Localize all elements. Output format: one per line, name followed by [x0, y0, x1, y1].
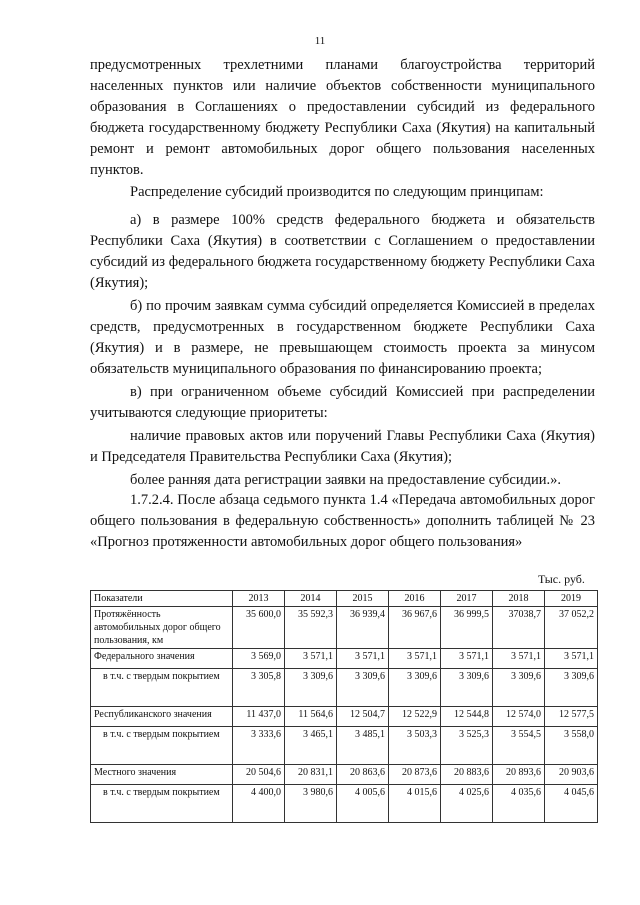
row-label: в т.ч. с твердым покрытием	[91, 785, 233, 823]
column-header: 2013	[233, 591, 285, 607]
paragraph-priority-1: наличие правовых актов или поручений Главы Республики Саха (Якутия) и Председателя Правительства Республики Саха (Якутия);	[90, 428, 595, 465]
table-cell: 35 600,0	[233, 607, 285, 649]
table-cell: 3 569,0	[233, 649, 285, 669]
paragraph-item-b: б) по прочим заявкам сумма субсидий определяется Комиссией в пределах средств, предусмотренных в государственном бюджете Республики Саха (Якутия) и в размере, не превышающем стоимость проекта за минусом обязательств муниципального образования по финансированию проекта;	[90, 298, 595, 377]
table-row	[91, 765, 598, 785]
road-length-table	[90, 590, 598, 823]
table-cell: 3 309,6	[545, 669, 598, 707]
table-cell: 3 558,0	[545, 727, 598, 765]
table-cell: 3 571,1	[285, 649, 337, 669]
table-cell: 20 863,6	[337, 765, 389, 785]
table-cell: 3 309,6	[389, 669, 441, 707]
table-cell: 3 465,1	[285, 727, 337, 765]
table-cell: 3 525,3	[441, 727, 493, 765]
table-cell: 3 503,3	[389, 727, 441, 765]
table-cell: 3 309,6	[441, 669, 493, 707]
column-header: 2015	[337, 591, 389, 607]
table-cell: 3 333,6	[233, 727, 285, 765]
column-header: 2017	[441, 591, 493, 607]
table-cell: 4 005,6	[337, 785, 389, 823]
paragraph-principles: Распределение субсидий производится по следующим принципам:	[130, 184, 544, 200]
table-row	[91, 649, 598, 669]
table-cell: 20 903,6	[545, 765, 598, 785]
table-cell: 3 571,1	[493, 649, 545, 669]
column-header: 2014	[285, 591, 337, 607]
table-cell: 36 999,5	[441, 607, 493, 649]
units-label: Тыс. руб.	[538, 572, 585, 586]
row-label: Республиканского значения	[91, 707, 233, 727]
row-label: Протяжённость автомобильных дорог общего пользования, км	[91, 607, 233, 649]
table-cell: 3 980,6	[285, 785, 337, 823]
table-cell: 20 883,6	[441, 765, 493, 785]
table-cell: 36 967,6	[389, 607, 441, 649]
row-label: Местного значения	[91, 765, 233, 785]
paragraph-item-c: в) при ограниченном объеме субсидий Комиссией при распределении учитываются следующие приоритеты:	[90, 384, 595, 421]
table-cell: 4 400,0	[233, 785, 285, 823]
table-cell: 4 015,6	[389, 785, 441, 823]
table-cell: 20 873,6	[389, 765, 441, 785]
table-row	[91, 707, 598, 727]
table-cell: 3 309,6	[337, 669, 389, 707]
table-row	[91, 669, 598, 707]
table-cell: 3 554,5	[493, 727, 545, 765]
column-header: 2016	[389, 591, 441, 607]
row-label: в т.ч. с твердым покрытием	[91, 669, 233, 707]
table-cell: 20 831,1	[285, 765, 337, 785]
table-cell: 36 939,4	[337, 607, 389, 649]
paragraph-priority-2: более ранняя дата регистрации заявки на предоставление субсидии.».	[130, 472, 562, 488]
table-cell: 20 893,6	[493, 765, 545, 785]
table-cell: 3 571,1	[337, 649, 389, 669]
table-cell: 4 035,6	[493, 785, 545, 823]
table-cell: 12 522,9	[389, 707, 441, 727]
paragraph-amendment: 1.7.2.4. После абзаца седьмого пункта 1.4 «Передача автомобильных дорог общего пользования в федеральную собственность» дополнить таблицей № 23 «Прогноз протяженности автомобильных дорог общего пользования»	[90, 492, 595, 550]
table-header-row	[91, 591, 598, 607]
table-cell: 12 544,8	[441, 707, 493, 727]
table-row	[91, 785, 598, 823]
table-cell: 3 571,1	[545, 649, 598, 669]
table-cell: 12 577,5	[545, 707, 598, 727]
table-cell: 3 309,6	[285, 669, 337, 707]
paragraph-continuation: предусмотренных трехлетними планами благоустройства территорий населенных пунктов или наличие объектов собственности муниципального образования в Соглашениях о предоставлении субсидий из федерального бюджета государственному бюджету Республики Саха (Якутия) на капитальный ремонт и ремонт автомобильных дорог общего пользования населенных пунктов.	[90, 57, 595, 178]
table-cell: 4 045,6	[545, 785, 598, 823]
table-cell: 3 305,8	[233, 669, 285, 707]
table-cell: 12 504,7	[337, 707, 389, 727]
table-cell: 20 504,6	[233, 765, 285, 785]
row-label: Федерального значения	[91, 649, 233, 669]
table-cell: 37038,7	[493, 607, 545, 649]
table-cell: 3 485,1	[337, 727, 389, 765]
column-header: Показатели	[91, 591, 233, 607]
table-cell: 3 309,6	[493, 669, 545, 707]
table-cell: 35 592,3	[285, 607, 337, 649]
table-cell: 37 052,2	[545, 607, 598, 649]
column-header: 2019	[545, 591, 598, 607]
table-row	[91, 607, 598, 649]
row-label: в т.ч. с твердым покрытием	[91, 727, 233, 765]
table-cell: 3 571,1	[441, 649, 493, 669]
table-cell: 11 564,6	[285, 707, 337, 727]
table-cell: 3 571,1	[389, 649, 441, 669]
page-number: 11	[314, 35, 326, 47]
table-cell: 4 025,6	[441, 785, 493, 823]
table-row	[91, 727, 598, 765]
column-header: 2018	[493, 591, 545, 607]
table-cell: 11 437,0	[233, 707, 285, 727]
table-cell: 12 574,0	[493, 707, 545, 727]
paragraph-item-a: а) в размере 100% средств федерального бюджета и обязательств Республики Саха (Якутия) в соответствии с Соглашением о предоставлении субсидий из федерального бюджета государственному бюджету Республики Саха (Якутия);	[90, 212, 595, 291]
